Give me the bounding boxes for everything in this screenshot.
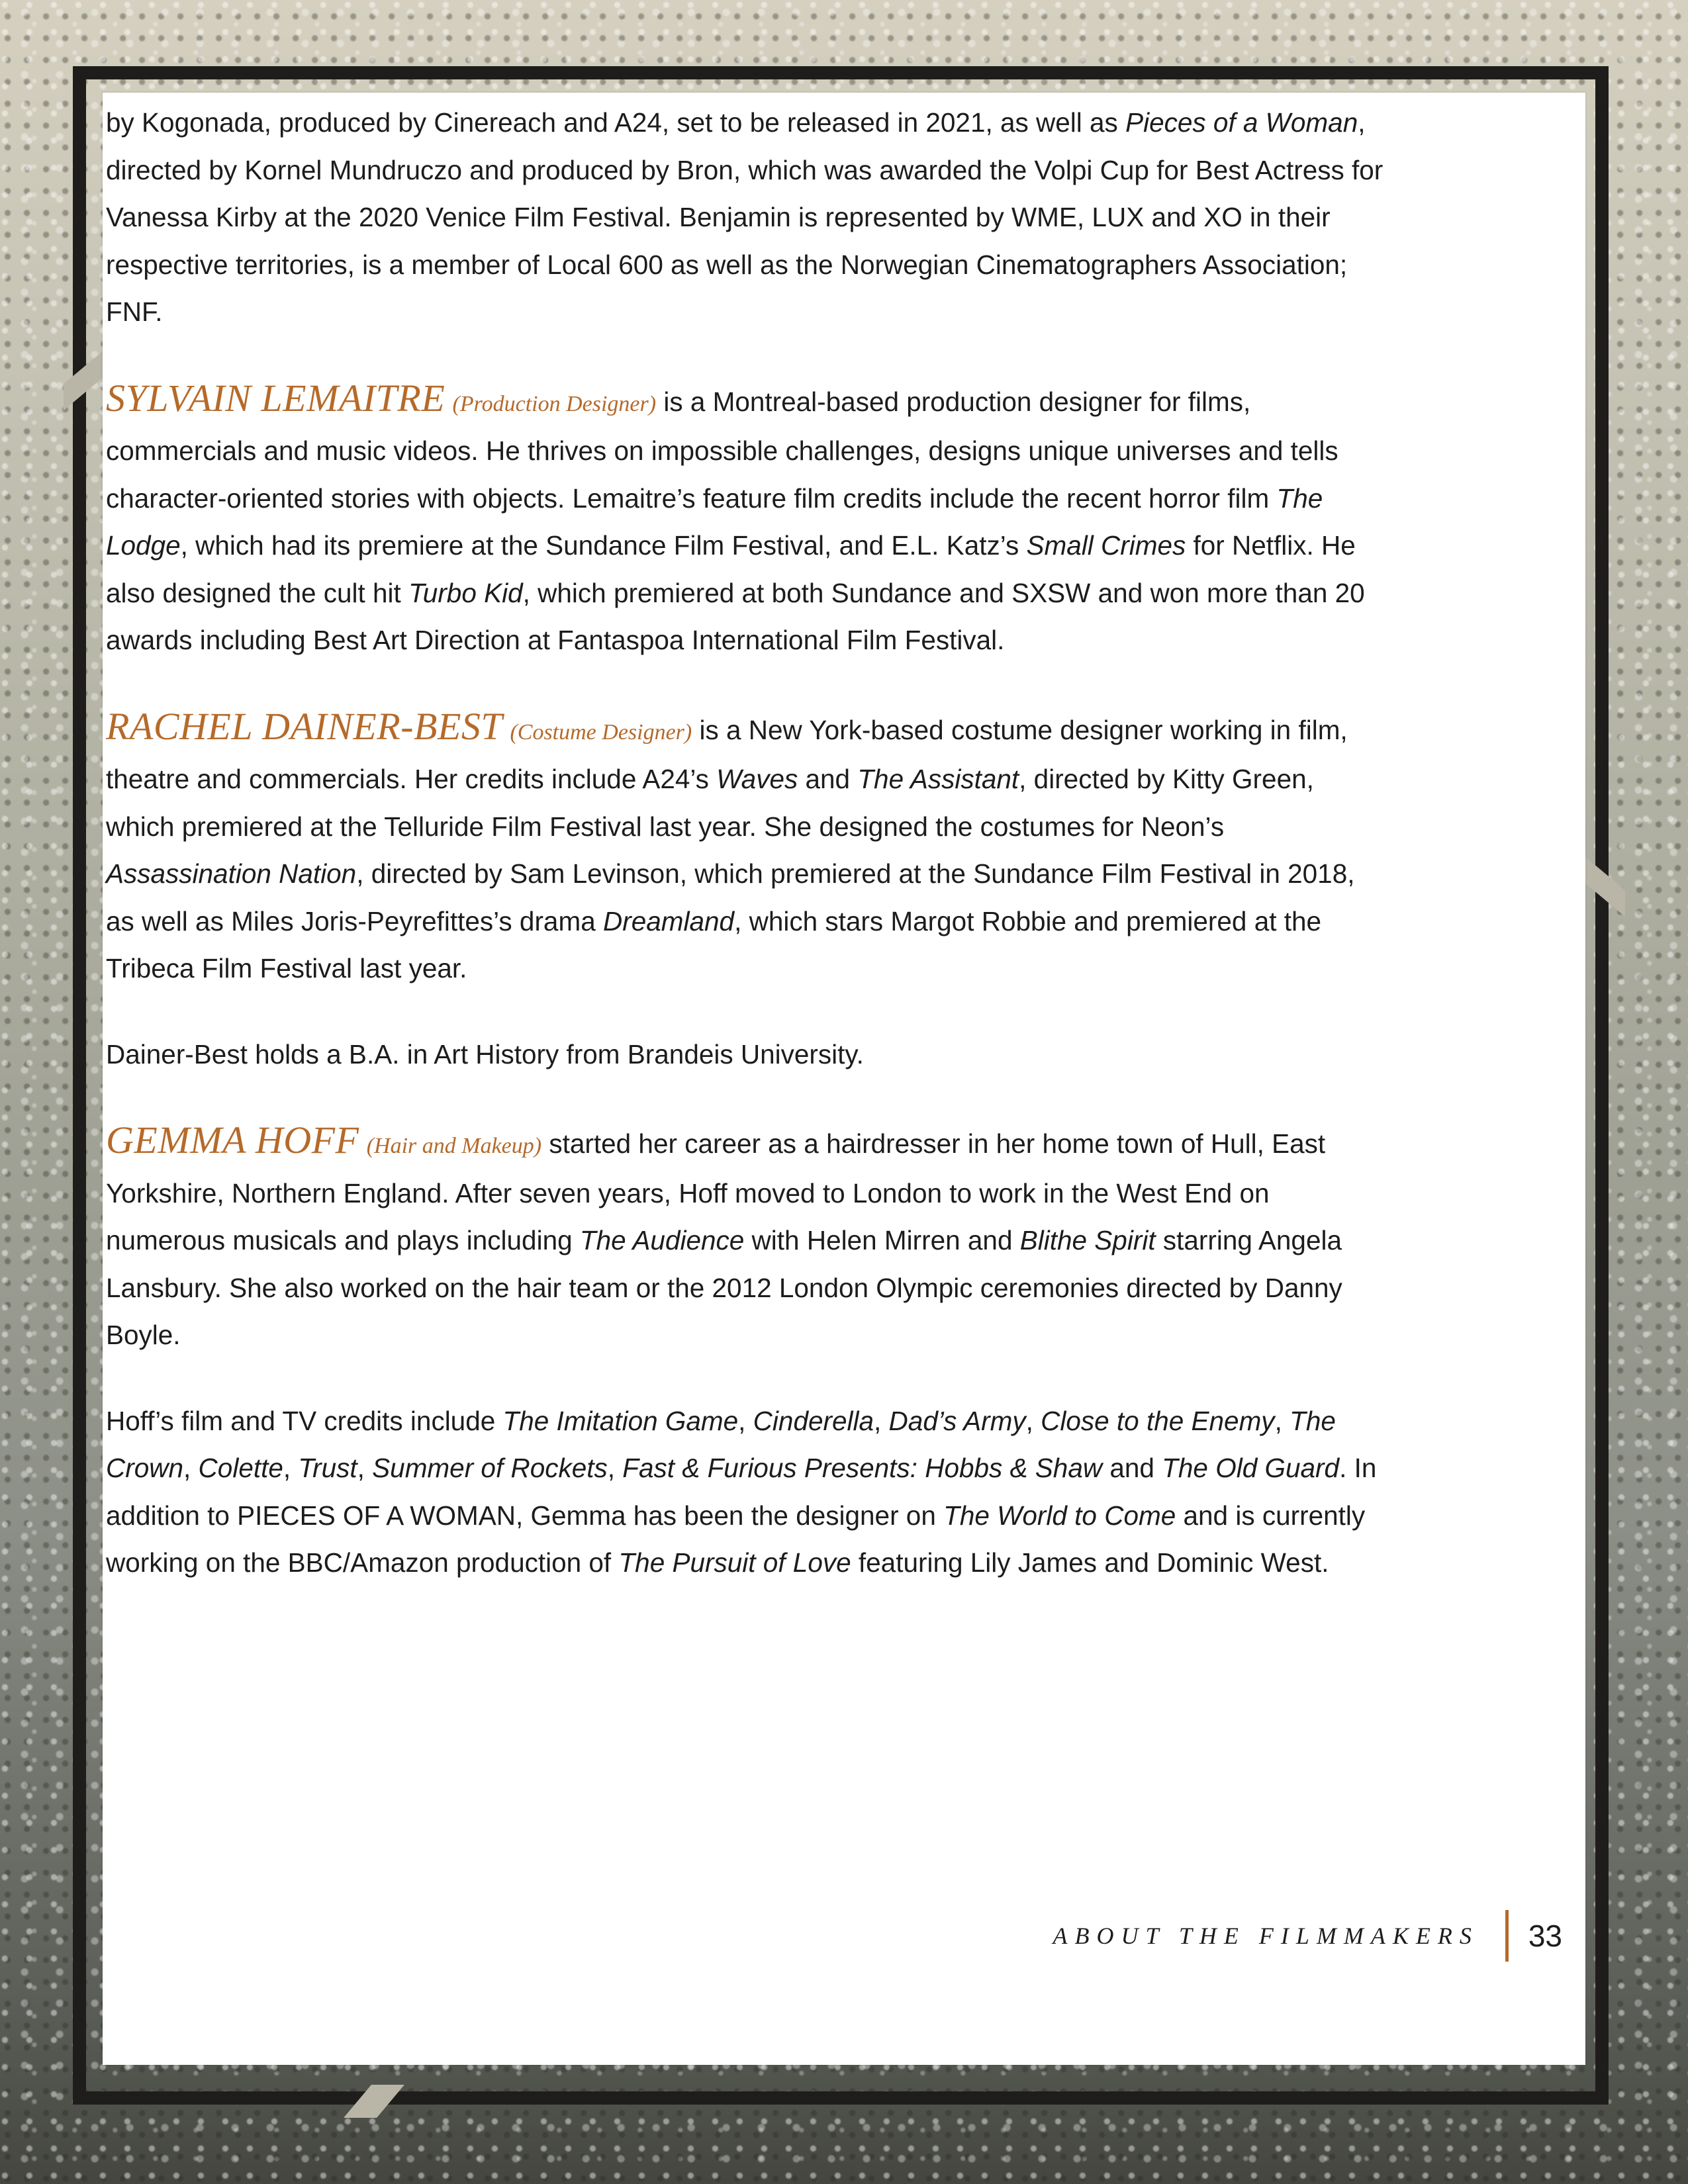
text-run: by Kogonada, produced by Cinereach and A24, set to be released in 2021, as well as bbox=[106, 107, 1126, 138]
text-run: starring Angela Lansbury. She also worked on the hair team or the 2012 London Olympic ceremonies directed by Danny Boyle. bbox=[106, 1225, 1342, 1350]
section-label: ABOUT THE FILMMAKERS bbox=[1053, 1923, 1479, 1949]
text-run: with Helen Mirren and bbox=[744, 1225, 1020, 1255]
text-run: , directed by Sam Levinson, which premiered at the Sundance Film Festival in 2018, as well as Miles Joris-Peyrefittes’s drama bbox=[106, 858, 1355, 936]
filmmaker-name: RACHEL DAINER-BEST bbox=[106, 704, 503, 748]
text-run: , bbox=[738, 1405, 753, 1436]
filmmaker-name: GEMMA HOFF bbox=[106, 1118, 359, 1161]
italic-title: The Pursuit of Love bbox=[618, 1547, 851, 1578]
text-run: , which had its premiere at the Sundance Film Festival, and E.L. Katz’s bbox=[180, 530, 1027, 561]
italic-title: The Assistant bbox=[857, 764, 1019, 794]
body-text bbox=[106, 99, 1383, 1625]
text-run: and bbox=[1102, 1453, 1162, 1483]
text-run: , directed by Kitty Green, which premiered at the Telluride Film Festival last year. She designed the costumes for Neon’s bbox=[106, 764, 1314, 842]
italic-title: Summer of Rockets bbox=[372, 1453, 608, 1483]
text-run: Dainer-Best holds a B.A. in Art History from Brandeis University. bbox=[106, 1038, 864, 1069]
italic-title: The Old Guard bbox=[1162, 1453, 1340, 1483]
italic-title: Assassination Nation bbox=[106, 858, 357, 889]
italic-title: The Crown bbox=[106, 1405, 1336, 1483]
filmmaker-role: (Hair and Makeup) bbox=[366, 1134, 542, 1158]
italic-title: The World to Come bbox=[943, 1500, 1176, 1531]
italic-title: Turbo Kid bbox=[408, 577, 523, 608]
text-run: started her career as a hairdresser in her home town of Hull, East Yorkshire, Northern England. After seven years, Hoff moved to London to work in the West End on numerous musicals and plays including bbox=[106, 1128, 1326, 1255]
filmmaker-name: SYLVAIN LEMAITRE bbox=[106, 376, 445, 420]
italic-title: Close to the Enemy bbox=[1041, 1405, 1275, 1436]
filmmaker-role: (Costume Designer) bbox=[510, 719, 692, 745]
italic-title: Blithe Spirit bbox=[1019, 1225, 1156, 1255]
text-run: , which stars Margot Robbie and premiered at the Tribeca Film Festival last year. bbox=[106, 905, 1322, 983]
italic-title: Waves bbox=[716, 764, 798, 794]
text-run: for Netflix. He also designed the cult hit bbox=[106, 530, 1356, 608]
italic-title: Pieces of a Woman bbox=[1125, 107, 1358, 138]
text-run: and is currently working on the BBC/Amazon production of bbox=[106, 1500, 1366, 1578]
bio-paragraph bbox=[106, 703, 1383, 993]
bio-paragraph-continued bbox=[106, 1398, 1383, 1587]
text-run: is a New York-based costume designer working in film, theatre and commercials. Her credits include A24’s bbox=[106, 714, 1348, 794]
italic-title: Cinderella bbox=[753, 1405, 874, 1436]
text-run: , bbox=[1025, 1405, 1041, 1436]
bio-paragraph bbox=[106, 1116, 1383, 1359]
text-run: , bbox=[1274, 1405, 1290, 1436]
filmmaker-bios bbox=[106, 375, 1383, 1587]
text-run: , directed by Kornel Mundruczo and produced by Bron, which was awarded the Volpi Cup for Best Actress for Vanessa Kirby at the 2020 Venice Film Festival. Benjamin is represented by WME, LUX and XO in their respective territories, is a member of Local 600 as well as the Norwegian Cinematographers Association; FNF. bbox=[106, 107, 1383, 327]
text-run: is a Montreal-based production designer for films, commercials and music videos. He thrives on impossible challenges, designs unique universes and tells character-oriented stories with objects. Lemaitre’s feature film credits include the recent horror film bbox=[106, 386, 1338, 514]
filmmaker-role: (Production Designer) bbox=[452, 391, 657, 416]
text-run: , bbox=[874, 1405, 889, 1436]
italic-title: Colette bbox=[198, 1453, 283, 1483]
text-run: featuring Lily James and Dominic West. bbox=[851, 1547, 1329, 1578]
italic-title: The Imitation Game bbox=[502, 1405, 739, 1436]
footer-divider bbox=[1505, 1910, 1509, 1962]
text-run: and bbox=[798, 764, 858, 794]
italic-title: The Audience bbox=[579, 1225, 745, 1255]
text-run: , bbox=[357, 1453, 373, 1483]
text-run: Hoff’s film and TV credits include bbox=[106, 1405, 503, 1436]
text-run: , bbox=[183, 1453, 199, 1483]
text-run: , bbox=[283, 1453, 299, 1483]
text-run: , which premiered at both Sundance and SXSW and won more than 20 awards including Best Art Direction at Fantaspoa International Film Festival. bbox=[106, 577, 1365, 655]
italic-title: Dreamland bbox=[602, 905, 735, 936]
intro-paragraph bbox=[106, 99, 1383, 336]
bio-paragraph bbox=[106, 375, 1383, 664]
text-run: . In addition to PIECES OF A WOMAN, Gemma has been the designer on bbox=[106, 1453, 1377, 1531]
italic-title: Small Crimes bbox=[1026, 530, 1186, 561]
page-footer bbox=[1053, 1909, 1563, 1962]
italic-title: The Lodge bbox=[106, 482, 1323, 561]
text-run: , bbox=[607, 1453, 623, 1483]
page-number: 33 bbox=[1528, 1919, 1562, 1953]
italic-title: Trust bbox=[298, 1453, 357, 1483]
italic-title: Dad’s Army bbox=[888, 1405, 1026, 1436]
bio-paragraph-continued bbox=[106, 1031, 1383, 1079]
italic-title: Fast & Furious Presents: Hobbs & Shaw bbox=[622, 1453, 1103, 1483]
